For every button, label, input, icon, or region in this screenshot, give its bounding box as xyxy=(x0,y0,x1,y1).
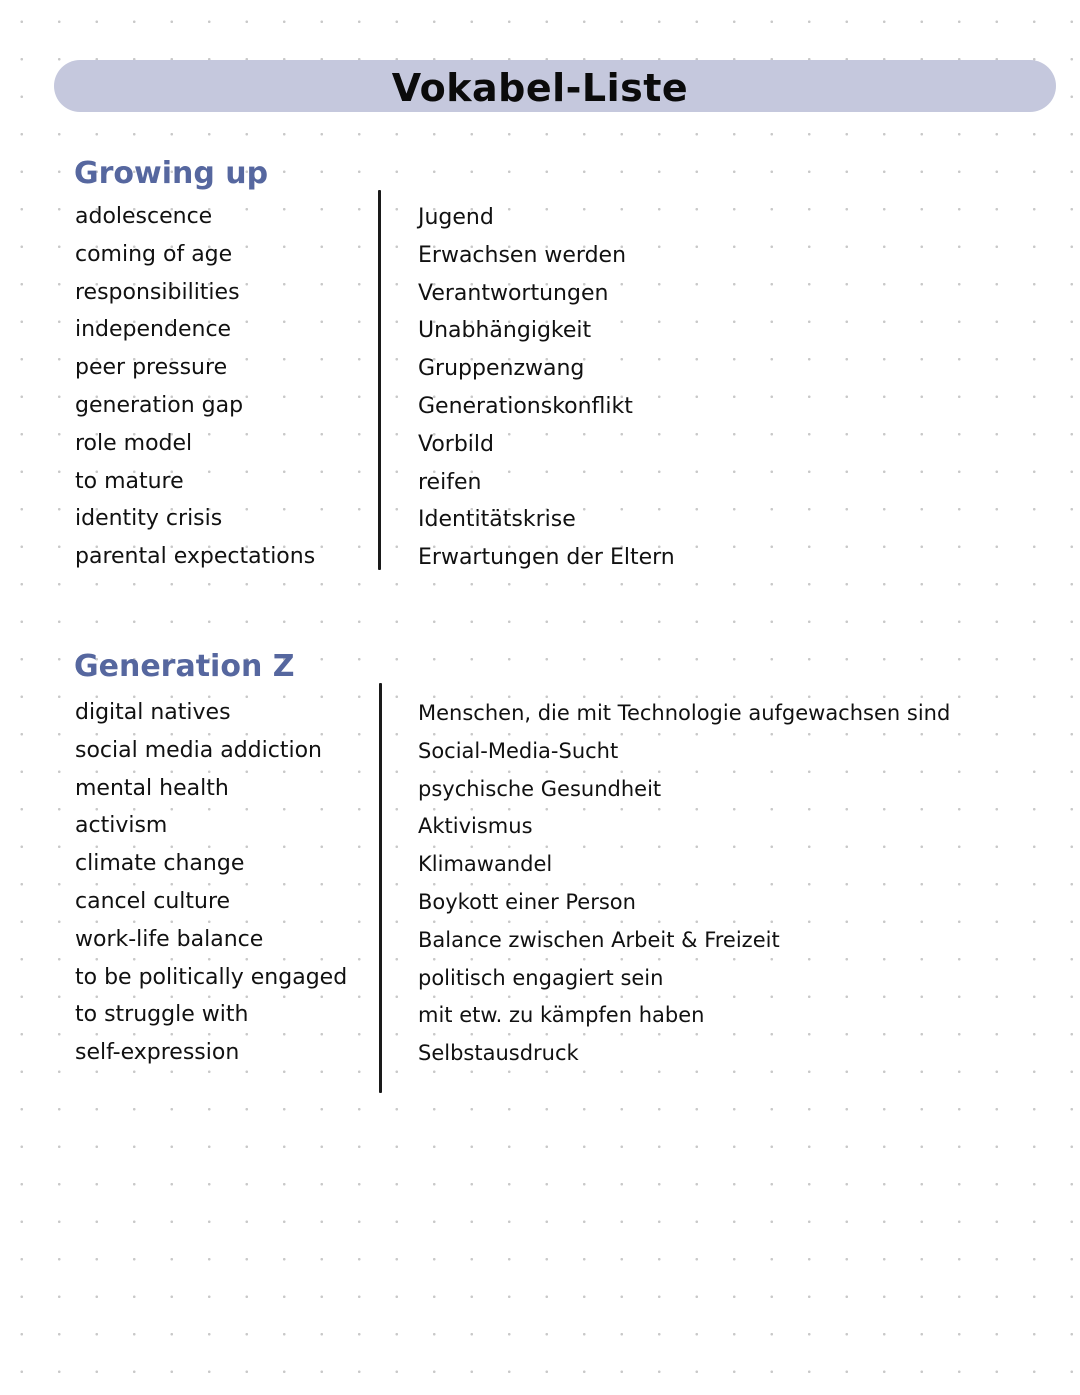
vocab-entry: reifen xyxy=(418,469,482,495)
vocab-entry: Unabhängigkeit xyxy=(418,318,592,344)
vocab-entry: Vorbild xyxy=(418,431,495,457)
vocab-entry: Verantwortungen xyxy=(418,280,609,306)
vocab-entry: Identitätskrise xyxy=(418,507,576,533)
vocab-entry: adolescence xyxy=(75,204,213,229)
vocab-entry: peer pressure xyxy=(75,355,228,381)
vocab-entry: Klimawandel xyxy=(418,852,553,877)
vocab-entry: self-expression xyxy=(75,1040,240,1066)
vocab-entry: independence xyxy=(75,317,232,343)
vocab-entry: Menschen, die mit Technologie aufgewachsen sind xyxy=(418,701,951,725)
vocab-entry: Selbstausdruck xyxy=(418,1041,579,1066)
section-heading-generation-z: Generation Z xyxy=(74,649,295,684)
vocab-entry: climate change xyxy=(75,851,245,877)
vocab-entry: activism xyxy=(75,813,168,839)
vocab-entry: responsibilities xyxy=(75,279,240,305)
english-vocab-list xyxy=(75,198,315,576)
vocab-entry: cancel culture xyxy=(75,888,231,914)
german-translation-list xyxy=(418,199,675,577)
english-vocab-list xyxy=(75,694,347,1072)
vocab-entry: Erwachsen werden xyxy=(418,242,627,268)
vocab-entry: Generationskonflikt xyxy=(418,393,633,419)
column-divider xyxy=(378,190,381,570)
vocab-entry: parental expectations xyxy=(75,544,316,570)
vocab-entry: to mature xyxy=(75,468,184,494)
vocab-entry: coming of age xyxy=(75,241,233,267)
vocab-entry: Gruppenzwang xyxy=(418,356,585,382)
vocab-entry: Jugend xyxy=(418,205,494,230)
vocab-entry: Boykott einer Person xyxy=(418,889,636,914)
vocab-entry: generation gap xyxy=(75,392,244,418)
vocab-entry: role model xyxy=(75,430,193,456)
vocab-entry: mental health xyxy=(75,775,229,801)
vocab-entry: Aktivismus xyxy=(418,814,533,839)
vocab-entry: social media addiction xyxy=(75,737,322,763)
vocab-entry: digital natives xyxy=(75,700,231,725)
vocab-entry: Social-Media-Sucht xyxy=(418,738,619,763)
vocab-entry: Balance zwischen Arbeit & Freizeit xyxy=(418,927,780,952)
vocab-entry: Erwartungen der Eltern xyxy=(418,545,675,571)
vocab-entry: identity crisis xyxy=(75,506,223,532)
page-title: Vokabel-Liste xyxy=(391,66,689,110)
vocab-entry: politisch engagiert sein xyxy=(418,965,664,990)
vocab-entry: psychische Gesundheit xyxy=(418,776,662,801)
column-divider xyxy=(379,683,382,1093)
vocab-entry: to struggle with xyxy=(75,1002,249,1028)
vocab-entry: mit etw. zu kämpfen haben xyxy=(418,1003,705,1028)
section-heading-growing-up: Growing up xyxy=(74,156,269,191)
vocab-entry: to be politically engaged xyxy=(75,964,348,990)
vocab-entry: work-life balance xyxy=(75,926,264,952)
german-translation-list xyxy=(418,695,950,1073)
